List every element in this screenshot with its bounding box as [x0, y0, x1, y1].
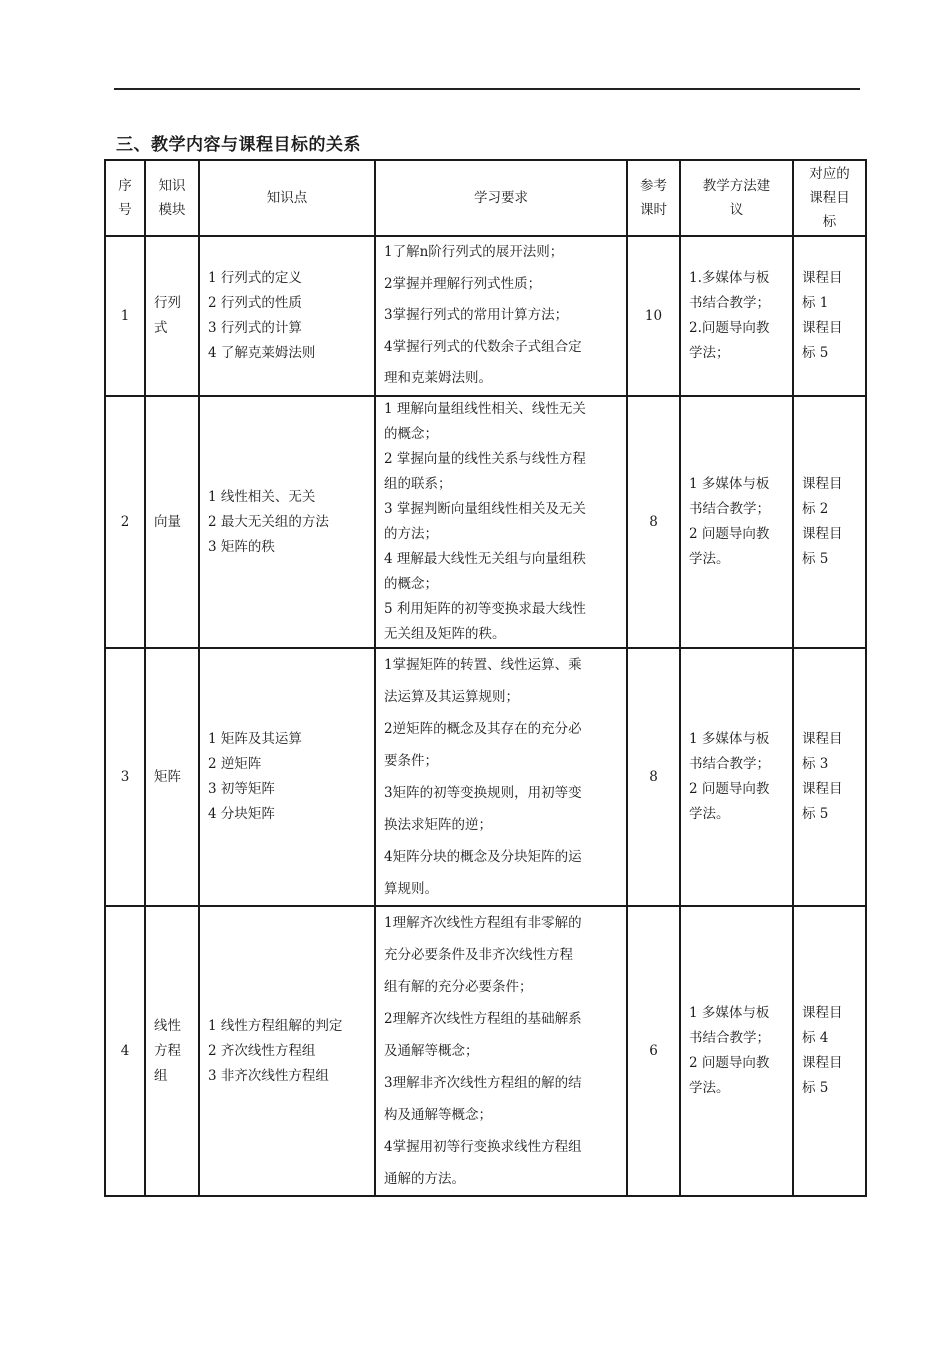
- cell-line: 课程目: [802, 781, 843, 797]
- cell-line: 法运算及其运算规则；: [384, 689, 519, 705]
- header-points: 知识点: [199, 160, 375, 236]
- cell-line: 课程目: [802, 731, 843, 747]
- row-methods: [680, 236, 793, 396]
- row-requirements: [375, 906, 627, 1196]
- cell-line: 课程目: [802, 476, 843, 492]
- cell-line: 4 了解克莱姆法则: [208, 345, 316, 361]
- cell-line: 标 5: [802, 1080, 829, 1096]
- cell-line: 教学方法建: [702, 178, 771, 194]
- cell-line: 1掌握矩阵的转置、线性运算、乘: [384, 657, 582, 673]
- cell-line: 标 4: [802, 1030, 829, 1046]
- course-content-table: [104, 159, 867, 1197]
- cell-line: 书结合教学；: [689, 501, 770, 517]
- cell-line: 3 行列式的计算: [208, 320, 302, 336]
- cell-line: 构及通解等概念；: [384, 1107, 492, 1123]
- cell-line: 模块: [158, 202, 186, 218]
- cell-line: 充分必要条件及非齐次线性方程: [384, 947, 573, 963]
- cell-line: 1 多媒体与板: [689, 1005, 770, 1021]
- cell-line: 3掌握行列式的常用计算方法；: [384, 307, 569, 324]
- cell-line: 2.问题导向教: [689, 320, 770, 336]
- cell-line: 1 行列式的定义: [208, 270, 302, 286]
- cell-line: 议: [729, 202, 744, 218]
- cell-line: 号: [118, 202, 132, 218]
- cell-line: 标 5: [802, 345, 829, 361]
- cell-line: 2逆矩阵的概念及其存在的充分必: [384, 721, 582, 737]
- cell-line: 课程目: [802, 1005, 843, 1021]
- cell-line: 方程: [154, 1042, 181, 1059]
- cell-line: 4掌握行列式的代数余子式组合定: [384, 338, 582, 355]
- cell-line: 学法。: [689, 551, 730, 567]
- row-requirements: [375, 396, 627, 648]
- cell-line: 标 5: [802, 806, 829, 822]
- row-module: [145, 648, 199, 906]
- cell-line: 3理解非齐次线性方程组的解的结: [384, 1075, 582, 1091]
- cell-line: 线性: [154, 1017, 181, 1034]
- cell-line: 学法。: [689, 806, 730, 822]
- cell-line: 1 矩阵及其运算: [208, 731, 302, 747]
- cell-line: 的概念；: [384, 576, 438, 592]
- header-requirements: 学习要求: [375, 160, 627, 236]
- cell-line: 标 1: [802, 295, 829, 311]
- cell-line: 4矩阵分块的概念及分块矩阵的运: [384, 849, 582, 865]
- row-methods: [680, 906, 793, 1196]
- header-targets: [793, 160, 866, 236]
- cell-line: 2 齐次线性方程组: [208, 1042, 316, 1059]
- header-hours: [627, 160, 680, 236]
- cell-line: 向量: [154, 513, 181, 530]
- cell-line: 1 线性相关、无关: [208, 488, 316, 505]
- cell-line: 1.多媒体与板: [689, 270, 770, 286]
- cell-line: 2 问题导向教: [689, 781, 770, 797]
- table-row: [105, 236, 866, 396]
- cell-line: 1 线性方程组解的判定: [208, 1017, 343, 1034]
- cell-line: 课程目: [802, 270, 843, 286]
- row-methods: [680, 396, 793, 648]
- row-requirements: [375, 236, 627, 396]
- cell-line: 2 掌握向量的线性关系与线性方程: [384, 451, 586, 467]
- cell-line: 2理解齐次线性方程组的基础解系: [384, 1011, 582, 1027]
- table-header-row: [105, 160, 866, 236]
- row-seq: 2: [105, 396, 145, 648]
- cell-line: 书结合教学；: [689, 1030, 770, 1046]
- row-requirements: [375, 648, 627, 906]
- cell-line: 2 问题导向教: [689, 1055, 770, 1071]
- row-module: [145, 396, 199, 648]
- cell-line: 的概念；: [384, 426, 438, 442]
- cell-line: 3 非齐次线性方程组: [208, 1067, 329, 1084]
- cell-line: 学法；: [689, 345, 730, 361]
- cell-line: 2 逆矩阵: [208, 756, 262, 772]
- cell-line: 参考: [640, 178, 667, 194]
- cell-line: 1理解齐次线性方程组有非零解的: [384, 915, 582, 931]
- cell-line: 标: [822, 214, 837, 230]
- cell-line: 2掌握并理解行列式性质；: [384, 275, 542, 292]
- row-points: [199, 648, 375, 906]
- row-hours: 8: [627, 648, 680, 906]
- header-seq: [105, 160, 145, 236]
- row-hours: 10: [627, 236, 680, 396]
- cell-line: 4 分块矩阵: [208, 806, 275, 822]
- cell-line: 3 初等矩阵: [208, 781, 275, 797]
- row-targets: [793, 396, 866, 648]
- cell-line: 知识: [158, 178, 186, 194]
- cell-line: 2 问题导向教: [689, 526, 770, 542]
- row-seq: 3: [105, 648, 145, 906]
- cell-line: 1了解n阶行列式的展开法则；: [384, 244, 564, 261]
- cell-line: 标 2: [802, 501, 829, 517]
- cell-line: 5 利用矩阵的初等变换求最大线性: [384, 601, 586, 617]
- cell-line: 学法。: [689, 1080, 730, 1096]
- cell-line: 3矩阵的初等变换规则，用初等变: [384, 785, 582, 801]
- cell-line: 行列: [154, 295, 181, 311]
- cell-line: 理和克莱姆法则。: [384, 370, 492, 387]
- cell-line: 及通解等概念；: [384, 1043, 479, 1059]
- cell-line: 组有解的充分必要条件；: [384, 979, 533, 995]
- row-points: [199, 906, 375, 1196]
- row-points: [199, 396, 375, 648]
- cell-line: 1 多媒体与板: [689, 476, 770, 492]
- cell-line: 课程目: [802, 320, 843, 336]
- cell-line: 4 理解最大线性无关组与向量组秩: [384, 551, 586, 567]
- row-module: [145, 906, 199, 1196]
- cell-line: 通解的方法。: [384, 1171, 465, 1187]
- cell-line: 标 3: [802, 756, 829, 772]
- cell-line: 无关组及矩阵的秩。: [384, 626, 506, 642]
- cell-line: 3 矩阵的秩: [208, 538, 275, 555]
- table-row: [105, 648, 866, 906]
- cell-line: 课时: [640, 202, 667, 218]
- row-hours: 6: [627, 906, 680, 1196]
- cell-line: 矩阵: [154, 768, 181, 785]
- row-targets: [793, 648, 866, 906]
- row-targets: [793, 906, 866, 1196]
- row-points: [199, 236, 375, 396]
- table-row: [105, 396, 866, 648]
- section-title: 三、教学内容与课程目标的关系: [116, 135, 361, 155]
- row-module: [145, 236, 199, 396]
- row-methods: [680, 648, 793, 906]
- cell-line: 对应的: [809, 166, 850, 182]
- cell-line: 课程目: [802, 1055, 843, 1071]
- header-module: [145, 160, 199, 236]
- cell-line: 课程目: [802, 526, 843, 542]
- cell-line: 算规则。: [384, 881, 438, 897]
- cell-line: 要条件；: [384, 753, 438, 769]
- cell-line: 3 掌握判断向量组线性相关及无关: [384, 501, 586, 517]
- cell-line: 1 理解向量组线性相关、线性无关: [384, 401, 586, 417]
- row-hours: 8: [627, 396, 680, 648]
- header-rule: [114, 88, 860, 90]
- cell-line: 2 行列式的性质: [208, 295, 302, 311]
- header-methods: [680, 160, 793, 236]
- cell-line: 1 多媒体与板: [689, 731, 770, 747]
- cell-line: 组: [154, 1067, 168, 1084]
- cell-line: 式: [154, 320, 168, 336]
- cell-line: 2 最大无关组的方法: [208, 513, 329, 530]
- cell-line: 的方法；: [384, 526, 438, 542]
- cell-line: 课程目: [809, 190, 850, 206]
- cell-line: 组的联系；: [384, 476, 452, 492]
- cell-line: 换法求矩阵的逆；: [384, 817, 492, 833]
- table-row: [105, 906, 866, 1196]
- cell-line: 书结合教学；: [689, 756, 770, 772]
- row-seq: 4: [105, 906, 145, 1196]
- row-targets: [793, 236, 866, 396]
- row-seq: 1: [105, 236, 145, 396]
- cell-line: 标 5: [802, 551, 829, 567]
- cell-line: 书结合教学；: [689, 295, 770, 311]
- cell-line: 4掌握用初等行变换求线性方程组: [384, 1139, 582, 1155]
- cell-line: 序: [118, 178, 132, 194]
